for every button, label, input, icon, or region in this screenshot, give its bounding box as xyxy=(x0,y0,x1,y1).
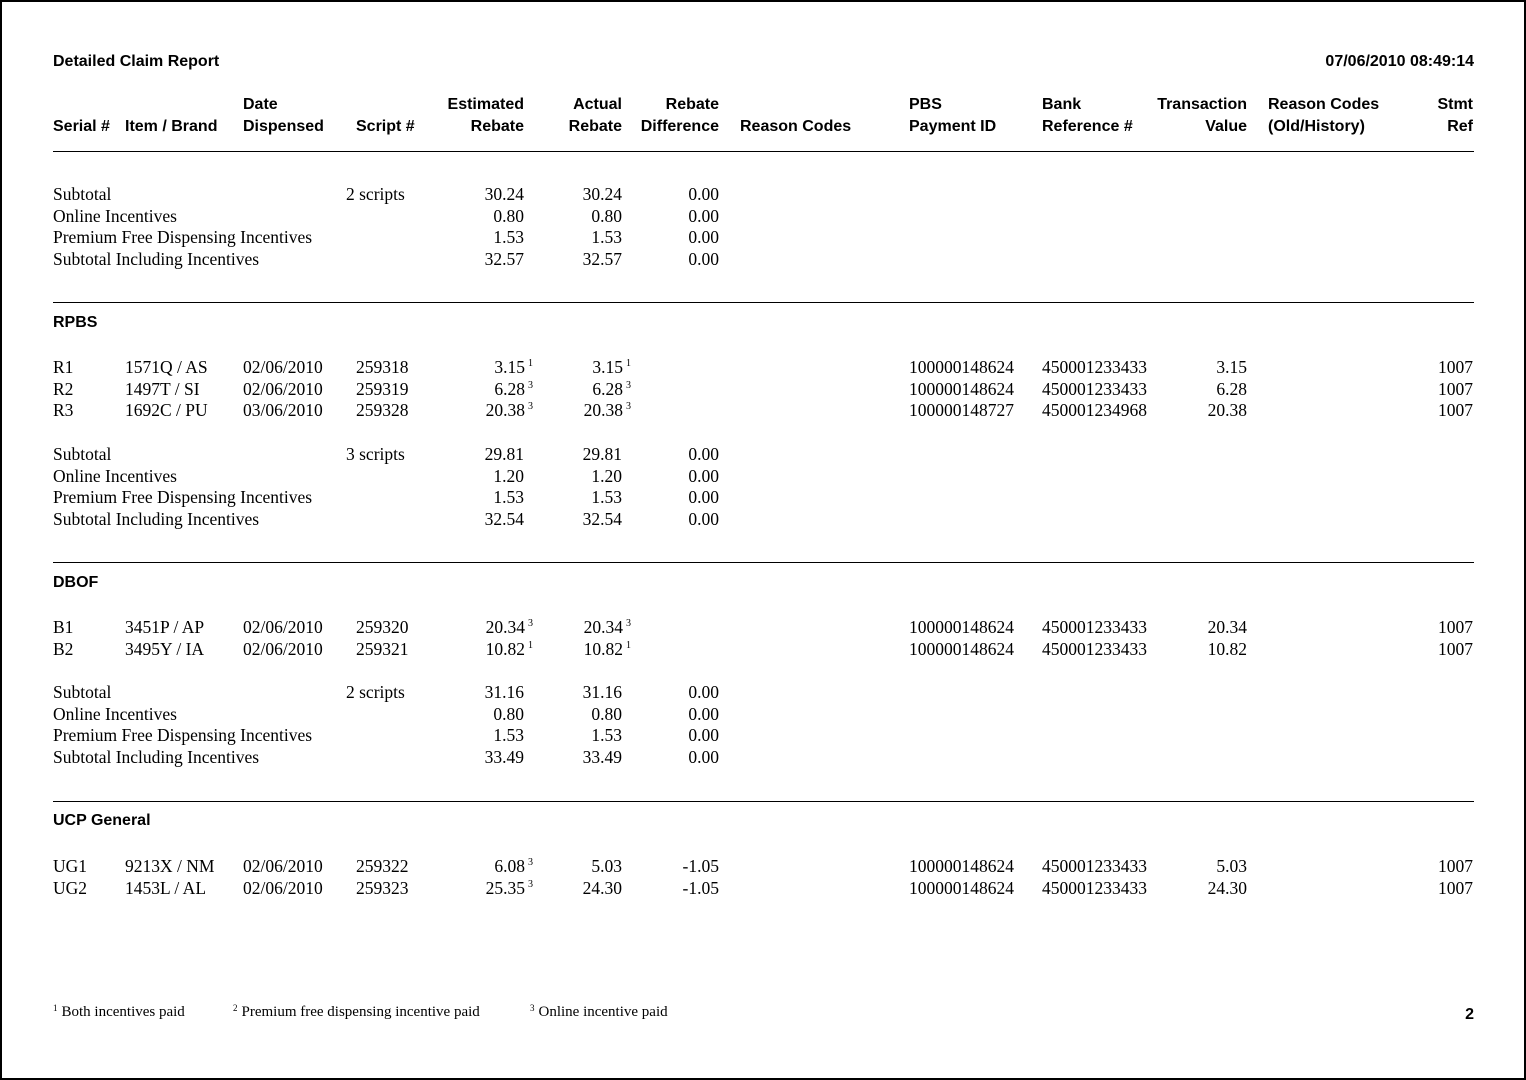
cell-date-value: 02/06/2010 xyxy=(243,617,323,637)
top-summary-incl-act: 32.57 xyxy=(582,249,622,270)
rpbs-summary-subtotal-diff: 0.00 xyxy=(688,444,719,464)
rpbs-summary-label-incl: Subtotal Including Incentives xyxy=(53,509,260,530)
cell-script-value: 259320 xyxy=(356,617,409,637)
cell-act xyxy=(584,400,631,421)
column-header-reason: Reason Codes xyxy=(740,118,852,135)
cell-txn-value: 10.82 xyxy=(1207,638,1247,659)
top-summary-label-premium: Premium Free Dispensing Incentives xyxy=(53,227,313,248)
rpbs-summary-label-online: Online Incentives xyxy=(53,465,177,486)
top-summary-incl-est: 32.57 xyxy=(484,249,524,270)
dbof-summary-online-diff: 0.00 xyxy=(688,703,719,724)
incentive-footnote-mark: 3 xyxy=(528,857,533,868)
rpbs-summary-incl-act: 32.54 xyxy=(582,509,622,530)
cell-txn xyxy=(1208,617,1247,638)
rpbs-summary-incl-diff: 0.00 xyxy=(688,509,719,530)
cell-item-value: 3451P / AP xyxy=(125,617,205,637)
cell-txn-value: 20.34 xyxy=(1207,617,1247,637)
cell-item-value: 3495Y / IA xyxy=(125,638,205,659)
section-divider xyxy=(53,562,1474,563)
column-header-pbs: Payment ID xyxy=(909,118,997,135)
cell-stmt xyxy=(1438,639,1473,660)
cell-stmt-value: 1007 xyxy=(1438,378,1473,399)
cell-pbs xyxy=(909,856,1014,877)
dbof-summary-incl-est: 33.49 xyxy=(484,747,524,768)
dbof-summary-label-incl: Subtotal Including Incentives xyxy=(53,747,260,768)
cell-serial xyxy=(53,400,73,421)
dbof-summary-label-subtotal: Subtotal xyxy=(53,682,112,702)
cell-bank-value: 450001233433 xyxy=(1042,357,1147,377)
cell-txn xyxy=(1208,400,1247,421)
cell-stmt-value: 1007 xyxy=(1438,877,1473,898)
cell-serial xyxy=(53,617,73,638)
top-summary-premium-est: 1.53 xyxy=(493,227,524,248)
cell-script-value: 259323 xyxy=(356,877,409,898)
cell-est xyxy=(486,400,533,421)
cell-est-value: 6.28 xyxy=(494,378,525,399)
cell-item xyxy=(125,400,208,421)
cell-pbs xyxy=(909,617,1014,638)
cell-script xyxy=(356,617,409,638)
cell-bank-value: 450001233433 xyxy=(1042,638,1147,659)
dbof-summary-incl-diff: 0.00 xyxy=(688,747,719,768)
dbof-summary-label-online: Online Incentives xyxy=(53,703,177,724)
cell-pbs-value: 100000148624 xyxy=(909,357,1014,377)
cell-item-value: 1453L / AL xyxy=(125,877,207,898)
cell-act xyxy=(584,617,631,638)
cell-item xyxy=(125,878,206,899)
cell-txn-value: 6.28 xyxy=(1216,378,1247,399)
column-header-stmt: Stmt xyxy=(1437,96,1473,113)
top-summary-label-subtotal: Subtotal xyxy=(53,184,112,204)
cell-bank-value: 450001233433 xyxy=(1042,378,1147,399)
top-summary-incl-diff: 0.00 xyxy=(688,249,719,270)
cell-pbs xyxy=(909,878,1014,899)
section-divider xyxy=(53,801,1474,802)
cell-est xyxy=(494,856,533,877)
footnote-3-text: Online incentive paid xyxy=(538,1004,668,1020)
report-title: Detailed Claim Report xyxy=(53,53,220,70)
cell-diff-value: -1.05 xyxy=(682,877,719,898)
cell-script xyxy=(356,878,409,899)
incentive-footnote-mark: 3 xyxy=(528,379,533,391)
column-header-txn: Value xyxy=(1205,118,1247,135)
footnote-3-mark: 3 xyxy=(530,1003,535,1013)
cell-txn-value: 24.30 xyxy=(1207,877,1247,898)
cell-serial-value: R3 xyxy=(53,400,74,421)
incentive-footnote-mark: 1 xyxy=(626,358,631,369)
cell-bank xyxy=(1042,639,1147,660)
cell-script xyxy=(356,639,409,660)
cell-stmt xyxy=(1438,617,1473,638)
top-summary-label-online: Online Incentives xyxy=(53,205,177,226)
cell-est-value: 6.08 xyxy=(494,856,525,876)
column-header-date: Dispensed xyxy=(243,118,324,135)
section-title-dbof: DBOF xyxy=(53,574,99,591)
cell-date-value: 02/06/2010 xyxy=(243,638,323,659)
cell-bank-value: 450001233433 xyxy=(1042,877,1147,898)
column-header-act: Rebate xyxy=(568,118,622,135)
rpbs-summary-subtotal-est: 29.81 xyxy=(484,444,524,464)
cell-txn-value: 20.38 xyxy=(1207,400,1247,421)
incentive-footnote-mark: 3 xyxy=(626,379,631,391)
cell-script-value: 259322 xyxy=(356,856,409,876)
column-header-stmt: Ref xyxy=(1447,118,1473,135)
cell-act-value: 24.30 xyxy=(582,877,622,898)
incentive-footnote-mark: 1 xyxy=(528,358,533,369)
cell-act-value: 5.03 xyxy=(591,856,622,876)
cell-diff xyxy=(683,856,719,877)
cell-txn xyxy=(1216,357,1247,378)
cell-serial-value: UG1 xyxy=(53,856,88,876)
column-header-pbs: PBS xyxy=(909,96,942,113)
cell-pbs-value: 100000148624 xyxy=(909,617,1014,637)
cell-act-value: 20.38 xyxy=(583,400,623,421)
footnote-2 xyxy=(233,1004,480,1021)
rpbs-summary-label-premium: Premium Free Dispensing Incentives xyxy=(53,487,313,508)
cell-date xyxy=(243,400,323,421)
column-header-diff: Rebate xyxy=(665,96,719,113)
top-summary-subtotal-est: 30.24 xyxy=(484,184,524,204)
top-summary-label-incl: Subtotal Including Incentives xyxy=(53,249,260,270)
cell-script-value: 259318 xyxy=(356,357,409,377)
cell-bank-value: 450001233433 xyxy=(1042,856,1147,876)
cell-stmt-value: 1007 xyxy=(1438,856,1473,876)
dbof-summary-premium-diff: 0.00 xyxy=(688,725,719,746)
cell-stmt-value: 1007 xyxy=(1438,638,1473,659)
cell-est-value: 20.34 xyxy=(485,617,525,637)
cell-stmt xyxy=(1438,379,1473,400)
cell-stmt-value: 1007 xyxy=(1438,400,1473,421)
cell-act xyxy=(583,878,622,899)
cell-script-value: 259319 xyxy=(356,378,409,399)
incentive-footnote-mark: 3 xyxy=(528,401,533,413)
cell-act xyxy=(591,856,622,877)
cell-txn xyxy=(1216,379,1247,400)
cell-serial xyxy=(53,379,73,400)
column-header-reason-old: (Old/History) xyxy=(1268,118,1365,135)
footnote-1-text: Both incentives paid xyxy=(61,1004,185,1020)
column-header-act: Actual xyxy=(573,96,622,113)
incentive-footnote-mark: 3 xyxy=(528,878,533,890)
cell-stmt xyxy=(1438,357,1473,378)
top-summary-online-act: 0.80 xyxy=(591,205,622,226)
cell-bank xyxy=(1042,379,1147,400)
cell-pbs-value: 100000148624 xyxy=(909,856,1014,876)
top-summary-online-est: 0.80 xyxy=(493,205,524,226)
column-header-date: Date xyxy=(243,96,278,113)
cell-date-value: 02/06/2010 xyxy=(243,856,323,876)
rpbs-summary-premium-diff: 0.00 xyxy=(688,487,719,508)
cell-est xyxy=(486,617,533,638)
top-summary-premium-diff: 0.00 xyxy=(688,227,719,248)
top-summary-script-count: 2 scripts xyxy=(346,184,405,204)
dbof-summary-subtotal-est: 31.16 xyxy=(484,682,524,702)
dbof-summary-script-count: 2 scripts xyxy=(346,682,405,702)
cell-bank xyxy=(1042,400,1147,421)
page-number: 2 xyxy=(1465,1006,1474,1023)
cell-est xyxy=(486,639,533,660)
cell-serial-value: UG2 xyxy=(53,877,88,898)
cell-item-value: 1692C / PU xyxy=(125,400,208,421)
cell-script xyxy=(356,400,409,421)
footnote-1 xyxy=(53,1004,185,1021)
cell-bank-value: 450001233433 xyxy=(1042,617,1147,637)
cell-txn xyxy=(1208,639,1247,660)
cell-date-value: 03/06/2010 xyxy=(243,400,323,421)
cell-item-value: 1497T / SI xyxy=(125,378,200,399)
column-header-item: Item / Brand xyxy=(125,118,218,135)
cell-serial-value: B2 xyxy=(53,638,74,659)
column-header-bank: Reference # xyxy=(1042,118,1133,135)
dbof-summary-online-act: 0.80 xyxy=(591,703,622,724)
column-header-txn: Transaction xyxy=(1157,96,1247,113)
top-summary-premium-act: 1.53 xyxy=(591,227,622,248)
top-summary-subtotal-diff: 0.00 xyxy=(688,184,719,204)
footnote-1-mark: 1 xyxy=(53,1003,58,1013)
cell-date xyxy=(243,379,323,400)
cell-pbs-value: 100000148624 xyxy=(909,877,1014,898)
cell-act-value: 10.82 xyxy=(583,638,623,659)
cell-act xyxy=(592,379,631,400)
cell-item xyxy=(125,357,208,378)
cell-script xyxy=(356,357,409,378)
cell-item xyxy=(125,617,204,638)
dbof-summary-label-premium: Premium Free Dispensing Incentives xyxy=(53,725,313,746)
cell-serial-value: R2 xyxy=(53,378,74,399)
cell-act-value: 3.15 xyxy=(592,357,623,377)
cell-pbs xyxy=(909,379,1014,400)
top-summary-online-diff: 0.00 xyxy=(688,205,719,226)
rpbs-summary-incl-est: 32.54 xyxy=(484,509,524,530)
dbof-summary-incl-act: 33.49 xyxy=(582,747,622,768)
cell-est-value: 20.38 xyxy=(485,400,525,421)
incentive-footnote-mark: 3 xyxy=(626,401,631,413)
cell-pbs xyxy=(909,357,1014,378)
incentive-footnote-mark: 3 xyxy=(528,618,533,629)
cell-act-value: 6.28 xyxy=(592,378,623,399)
cell-date xyxy=(243,856,323,877)
incentive-footnote-mark: 1 xyxy=(528,639,533,651)
cell-script xyxy=(356,856,409,877)
cell-pbs-value: 100000148624 xyxy=(909,378,1014,399)
incentive-footnote-mark: 1 xyxy=(626,639,631,651)
dbof-summary-subtotal-diff: 0.00 xyxy=(688,682,719,702)
section-title-rpbs: RPBS xyxy=(53,314,98,331)
cell-script-value: 259328 xyxy=(356,400,409,421)
cell-serial xyxy=(53,357,73,378)
section-divider xyxy=(53,302,1474,303)
cell-date xyxy=(243,639,323,660)
cell-stmt-value: 1007 xyxy=(1438,357,1473,377)
rpbs-summary-script-count: 3 scripts xyxy=(346,444,405,464)
cell-item xyxy=(125,379,200,400)
cell-bank xyxy=(1042,357,1147,378)
incentive-footnote-mark: 3 xyxy=(626,618,631,629)
cell-stmt xyxy=(1438,400,1473,421)
cell-est-value: 3.15 xyxy=(494,357,525,377)
column-header-reason-old: Reason Codes xyxy=(1268,96,1380,113)
header-divider xyxy=(53,151,1474,152)
cell-txn-value: 3.15 xyxy=(1216,357,1247,377)
cell-est-value: 25.35 xyxy=(485,877,525,898)
section-title-ucp-general: UCP General xyxy=(53,812,151,829)
column-header-serial: Serial # xyxy=(53,118,110,135)
cell-act-value: 20.34 xyxy=(583,617,623,637)
cell-item xyxy=(125,856,214,877)
cell-bank xyxy=(1042,856,1147,877)
cell-pbs-value: 100000148727 xyxy=(909,400,1014,421)
cell-diff xyxy=(683,878,719,899)
cell-date xyxy=(243,357,323,378)
rpbs-summary-online-est: 1.20 xyxy=(493,465,524,486)
rpbs-summary-online-act: 1.20 xyxy=(591,465,622,486)
footnote-2-mark: 2 xyxy=(233,1003,238,1013)
cell-date xyxy=(243,878,323,899)
dbof-summary-premium-act: 1.53 xyxy=(591,725,622,746)
cell-item-value: 9213X / NM xyxy=(125,856,215,876)
cell-diff-value: -1.05 xyxy=(682,856,719,876)
cell-date xyxy=(243,617,323,638)
cell-item-value: 1571Q / AS xyxy=(125,357,208,377)
column-header-est: Rebate xyxy=(470,118,524,135)
column-header-script: Script # xyxy=(356,118,415,135)
footnote-3 xyxy=(530,1004,668,1021)
cell-pbs xyxy=(909,639,1014,660)
dbof-summary-online-est: 0.80 xyxy=(493,703,524,724)
cell-est xyxy=(494,379,533,400)
cell-date-value: 02/06/2010 xyxy=(243,357,323,377)
cell-act xyxy=(584,639,631,660)
cell-date-value: 02/06/2010 xyxy=(243,877,323,898)
cell-stmt xyxy=(1438,878,1473,899)
cell-date-value: 02/06/2010 xyxy=(243,378,323,399)
cell-est xyxy=(486,878,533,899)
cell-txn xyxy=(1216,856,1247,877)
cell-serial xyxy=(53,639,73,660)
cell-stmt-value: 1007 xyxy=(1438,617,1473,637)
column-header-diff: Difference xyxy=(640,118,719,135)
cell-est xyxy=(494,357,533,378)
top-summary-subtotal-act: 30.24 xyxy=(582,184,622,204)
cell-serial xyxy=(53,878,87,899)
cell-serial-value: B1 xyxy=(53,617,74,637)
cell-pbs-value: 100000148624 xyxy=(909,638,1014,659)
cell-txn xyxy=(1208,878,1247,899)
cell-script xyxy=(356,379,409,400)
column-header-bank: Bank xyxy=(1042,96,1082,113)
cell-est-value: 10.82 xyxy=(485,638,525,659)
cell-bank xyxy=(1042,878,1147,899)
dbof-summary-premium-est: 1.53 xyxy=(493,725,524,746)
column-header-est: Estimated xyxy=(447,96,524,113)
report-datetime: 07/06/2010 08:49:14 xyxy=(1325,53,1474,70)
cell-bank-value: 450001234968 xyxy=(1042,400,1147,421)
cell-serial-value: R1 xyxy=(53,357,74,377)
cell-serial xyxy=(53,856,87,877)
rpbs-summary-subtotal-act: 29.81 xyxy=(582,444,622,464)
footnote-2-text: Premium free dispensing incentive paid xyxy=(241,1004,480,1020)
cell-pbs xyxy=(909,400,1014,421)
cell-item xyxy=(125,639,204,660)
cell-act xyxy=(592,357,631,378)
cell-bank xyxy=(1042,617,1147,638)
rpbs-summary-premium-est: 1.53 xyxy=(493,487,524,508)
cell-stmt xyxy=(1438,856,1473,877)
cell-txn-value: 5.03 xyxy=(1216,856,1247,876)
rpbs-summary-label-subtotal: Subtotal xyxy=(53,444,112,464)
dbof-summary-subtotal-act: 31.16 xyxy=(582,682,622,702)
cell-script-value: 259321 xyxy=(356,638,409,659)
rpbs-summary-premium-act: 1.53 xyxy=(591,487,622,508)
rpbs-summary-online-diff: 0.00 xyxy=(688,465,719,486)
